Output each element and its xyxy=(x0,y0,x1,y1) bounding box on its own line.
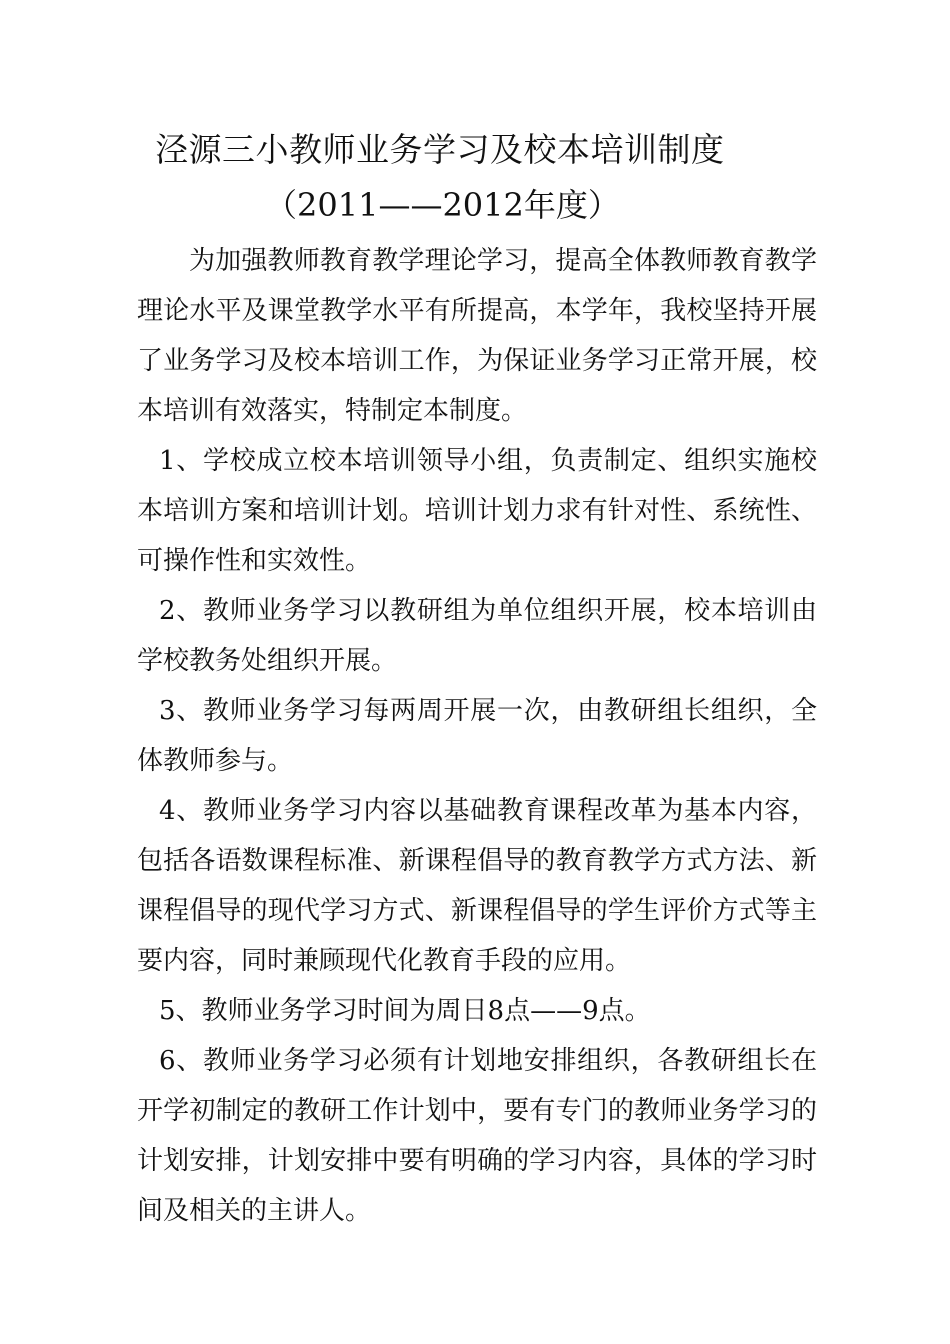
rule-item-3: 3、教师业务学习每两周开展一次，由教研组长组织，全体教师参与。 xyxy=(137,696,817,776)
rule-item-6: 6、教师业务学习必须有计划地安排组织，各教研组长在开学初制定的教研工作计划中，要有专门的教师业务学习的计划安排，计划安排中要有明确的学习内容，具体的学习时间及相关的主讲人。 xyxy=(137,1046,817,1226)
intro-paragraph: 为加强教师教育教学理论学习，提高全体教师教育教学理论水平及课堂教学水平有所提高，本学年，我校坚持开展了业务学习及校本培训工作，为保证业务学习正常开展，校本培训有效落实，特制定本制度。 xyxy=(137,246,817,426)
document-page xyxy=(137,122,817,1236)
rule-item-4: 4、教师业务学习内容以基础教育课程改革为基本内容，包括各语数课程标准、新课程倡导的教育教学方式方法、新课程倡导的现代学习方式、新课程倡导的学生评价方式等主要内容，同时兼顾现代化教育手段的应用。 xyxy=(137,796,817,976)
rule-item-2: 2、教师业务学习以教研组为单位组织开展，校本培训由学校教务处组织开展。 xyxy=(137,596,817,676)
document-subtitle: （2011——2012年度） xyxy=(265,186,620,224)
rule-item-1: 1、学校成立校本培训领导小组，负责制定、组织实施校本培训方案和培训计划。培训计划力求有针对性、系统性、可操作性和实效性。 xyxy=(137,446,817,576)
document-title: 泾源三小教师业务学习及校本培训制度 xyxy=(155,130,725,169)
rule-item-5: 5、教师业务学习时间为周日8点——9点。 xyxy=(159,996,651,1026)
